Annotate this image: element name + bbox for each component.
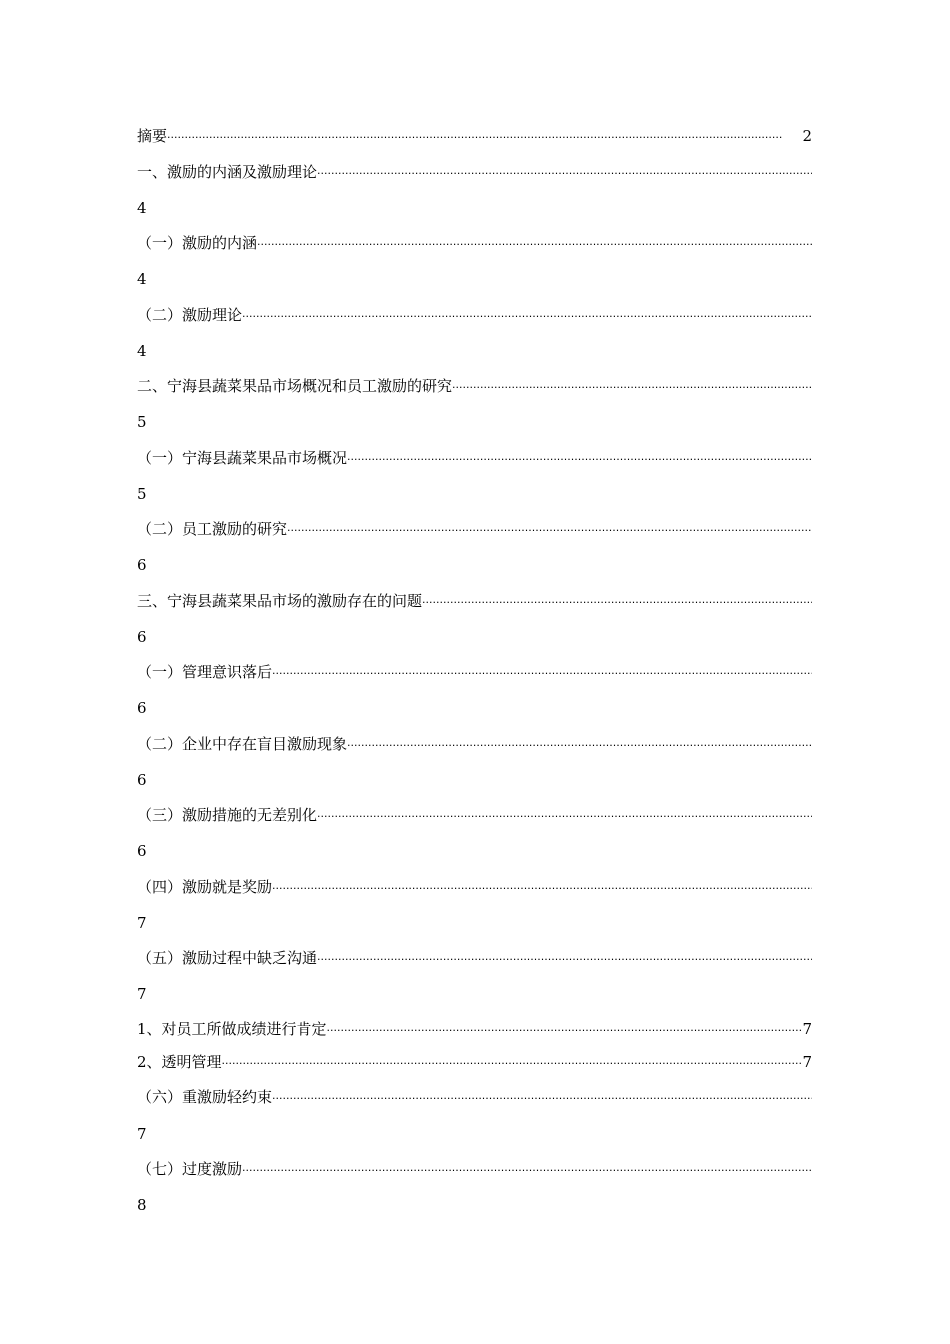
dot-leader [452,376,812,398]
toc-entry-title: 摘要 [137,127,168,145]
toc-entry-3-1[interactable] [137,660,812,684]
dot-leader [317,805,812,827]
toc-entry-3-5[interactable] [137,946,812,970]
dot-leader [327,1019,803,1041]
toc-entry-page: 2 [802,127,812,145]
toc-entry-1-2[interactable] [137,303,812,327]
toc-entry-page: 4 [137,199,147,217]
toc-entry-page: 7 [802,1053,812,1071]
toc-entry-page: 7 [137,985,147,1003]
toc-entry-title: （四）激励就是奖励 [137,878,273,896]
toc-entry-3-3[interactable] [137,803,812,827]
toc-entry-title: （二）激励理论 [137,306,243,324]
toc-entry-title: （二）员工激励的研究 [137,520,288,538]
dot-leader [272,1087,812,1109]
toc-entry-title: 2、透明管理 [137,1053,222,1071]
toc-entry-title: （一）激励的内涵 [137,234,258,252]
dot-leader [422,591,812,613]
toc-entry-1-1[interactable] [137,231,812,255]
toc-entry-title: （五）激励过程中缺乏沟通 [137,949,318,967]
toc-entry-title: （二）企业中存在盲目激励现象 [137,735,348,753]
toc-entry-3-6[interactable] [137,1085,812,1109]
toc-entry-page: 6 [137,842,147,860]
toc-entry-page: 6 [137,556,147,574]
toc-entry-2-1[interactable] [137,446,812,470]
toc-entry-title: 一、激励的内涵及激励理论 [137,163,318,181]
dot-leader [167,126,802,148]
toc-entry-title: （三）激励措施的无差别化 [137,806,318,824]
toc-entry-section-3[interactable] [137,589,812,613]
toc-entry-abstract[interactable] [137,124,812,148]
toc-entry-2-2[interactable] [137,517,812,541]
toc-entry-page: 4 [137,270,147,288]
toc-entry-page: 7 [802,1020,812,1038]
toc-entry-page: 5 [137,485,147,503]
dot-leader [347,734,812,756]
toc-entry-section-1[interactable] [137,160,812,184]
toc-entry-3-5-1[interactable] [137,1017,812,1041]
toc-entry-3-2[interactable] [137,732,812,756]
toc-entry-3-5-2[interactable] [137,1050,812,1074]
toc-entry-page: 7 [137,914,147,932]
toc-entry-title: （一）宁海县蔬菜果品市场概况 [137,449,348,467]
dot-leader [317,162,812,184]
dot-leader [317,948,812,970]
dot-leader [287,519,812,541]
dot-leader [272,877,812,899]
dot-leader [347,448,812,470]
toc-entry-page: 5 [137,413,147,431]
toc-entry-title: （六）重激励轻约束 [137,1088,273,1106]
toc-entry-page: 8 [137,1196,147,1214]
toc-entry-page: 7 [137,1125,147,1143]
toc-entry-page: 6 [137,628,147,646]
toc-entry-title: （七）过度激励 [137,1160,243,1178]
toc-entry-title: 三、宁海县蔬菜果品市场的激励存在的问题 [137,592,423,610]
toc-entry-page: 4 [137,342,147,360]
dot-leader [272,662,812,684]
dot-leader [242,1159,812,1181]
dot-leader [222,1052,803,1074]
toc-entry-3-4[interactable] [137,875,812,899]
dot-leader [257,233,812,255]
toc-entry-title: 二、宁海县蔬菜果品市场概况和员工激励的研究 [137,377,453,395]
toc-entry-page: 6 [137,771,147,789]
toc-entry-title: 1、对员工所做成绩进行肯定 [137,1020,327,1038]
toc-entry-title: （一）管理意识落后 [137,663,273,681]
toc-entry-3-7[interactable] [137,1157,812,1181]
toc-entry-page: 6 [137,699,147,717]
dot-leader [242,305,812,327]
toc-entry-section-2[interactable] [137,374,812,398]
